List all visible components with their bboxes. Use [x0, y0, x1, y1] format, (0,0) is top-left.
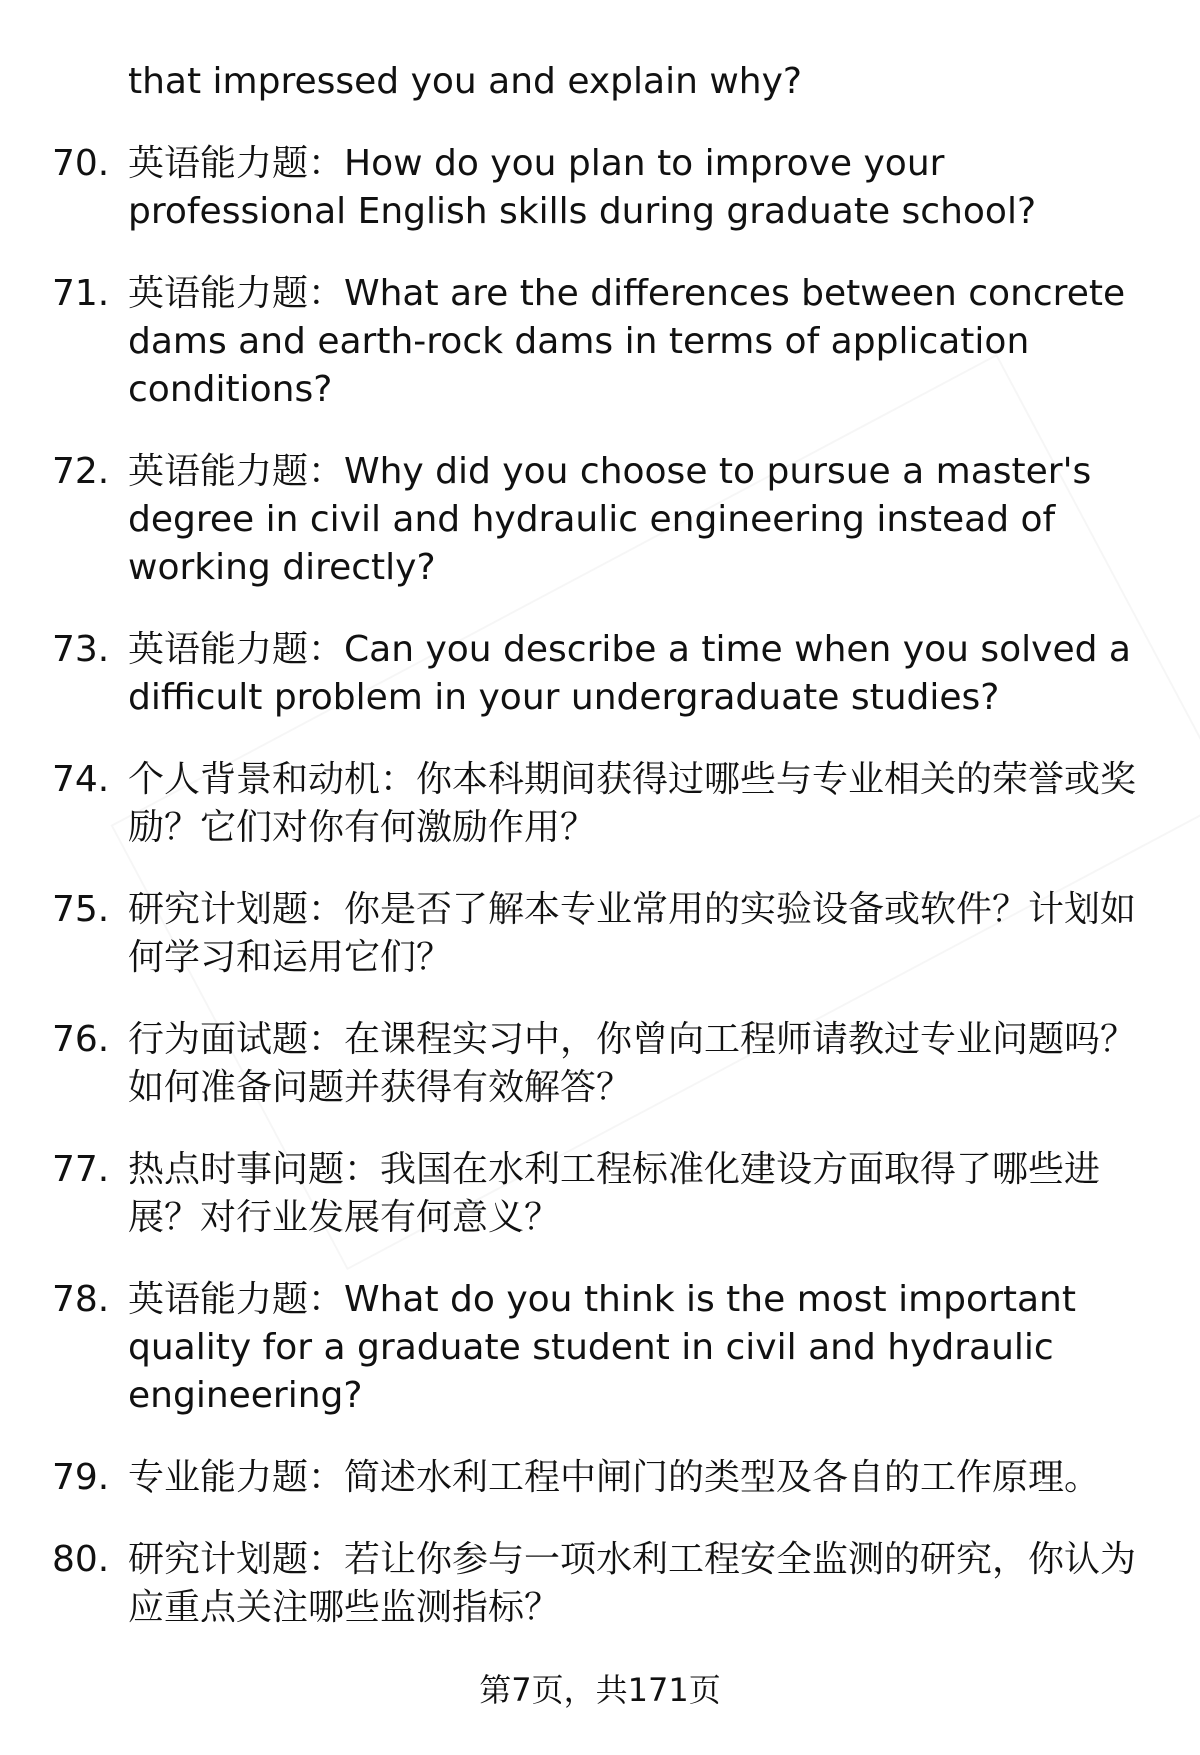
item-text: 英语能力题：What do you think is the most important quality for a graduate student in civil and hydraulic engineering?	[128, 1279, 1076, 1416]
item-text: 英语能力题：What are the differences between concrete dams and earth-rock dams in terms of application conditions?	[128, 273, 1126, 410]
page-number-footer: 第7页，共171页	[479, 1671, 721, 1709]
item-number: 74.	[52, 759, 110, 800]
item-text: 研究计划题：你是否了解本专业常用的实验设备或软件？计划如何学习和运用它们？	[128, 889, 1137, 978]
item-text: 个人背景和动机：你本科期间获得过哪些与专业相关的荣誉或奖励？它们对你有何激励作用？	[128, 759, 1137, 848]
list-item	[0, 140, 1200, 236]
item-text: 专业能力题：简述水利工程中闸门的类型及各自的工作原理。	[128, 1457, 1101, 1498]
list-item	[0, 1016, 1200, 1112]
item-text: 行为面试题：在课程实习中，你曾向工程师请教过专业问题吗？如何准备问题并获得有效解答？	[128, 1019, 1137, 1108]
list-item	[0, 1536, 1200, 1632]
item-text: 研究计划题：若让你参与一项水利工程安全监测的研究，你认为应重点关注哪些监测指标？	[128, 1539, 1137, 1628]
list-item	[0, 1146, 1200, 1242]
item-number: 80.	[52, 1539, 110, 1580]
item-text: 英语能力题：Can you describe a time when you solved a difficult problem in your undergraduate studies?	[128, 629, 1131, 718]
item-number: 78.	[52, 1279, 110, 1320]
continued-text: that impressed you and explain why?	[128, 61, 803, 102]
item-number: 75.	[52, 889, 110, 930]
item-number: 70.	[52, 143, 110, 184]
question-list	[0, 140, 1200, 1666]
list-item	[0, 1454, 1200, 1502]
item-number: 76.	[52, 1019, 110, 1060]
list-item	[0, 1276, 1200, 1420]
item-text: 英语能力题：How do you plan to improve your professional English skills during graduate school?	[128, 143, 1037, 232]
list-item	[0, 626, 1200, 722]
item-number: 77.	[52, 1149, 110, 1190]
item-text: 热点时事问题：我国在水利工程标准化建设方面取得了哪些进展？对行业发展有何意义？	[128, 1149, 1101, 1238]
item-number: 72.	[52, 451, 110, 492]
list-item	[0, 756, 1200, 852]
list-item	[0, 270, 1200, 414]
item-number: 79.	[52, 1457, 110, 1498]
list-item	[0, 448, 1200, 592]
item-number: 71.	[52, 273, 110, 314]
item-text: 英语能力题：Why did you choose to pursue a master's degree in civil and hydraulic engineering instead of working directly?	[128, 451, 1092, 588]
list-item	[0, 886, 1200, 982]
item-number: 73.	[52, 629, 110, 670]
